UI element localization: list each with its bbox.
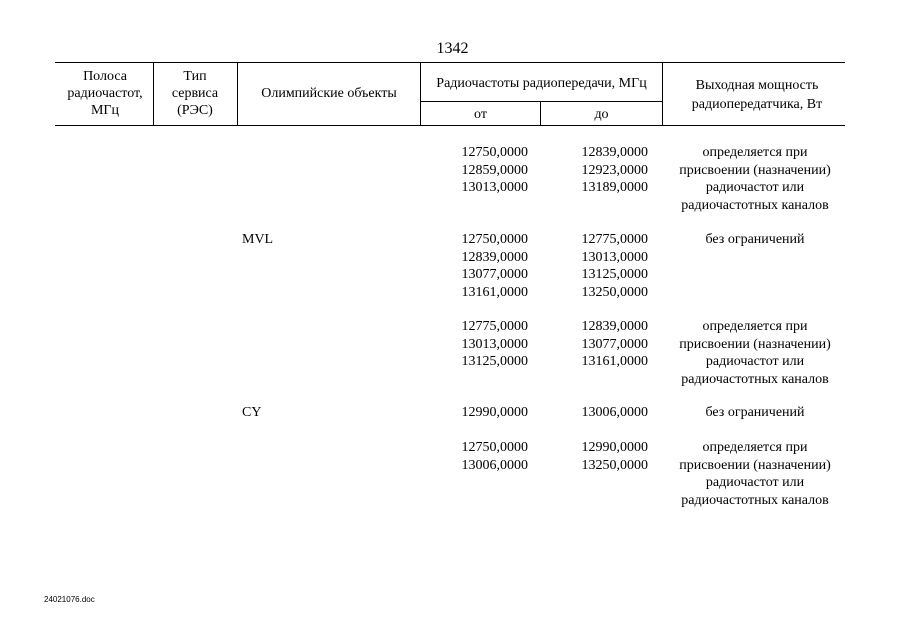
freq-to: 12839,0000 — [581, 145, 648, 160]
freq-from: 12990,0000 — [461, 405, 528, 420]
freq-from: 12750,0000 — [461, 232, 528, 247]
freq-from: 13125,0000 — [461, 354, 528, 369]
freq-header-divider — [420, 101, 662, 102]
column-divider-1 — [153, 62, 154, 125]
freq-to: 13250,0000 — [581, 457, 648, 473]
table-header-bottom-border — [55, 125, 845, 126]
power-text: присвоении (назначении) — [679, 162, 831, 178]
freq-to: 12923,0000 — [581, 162, 648, 178]
freq-from: 12839,0000 — [461, 249, 528, 265]
power-text: радиочастотных каналов — [681, 371, 829, 387]
power-text: радиочастотных каналов — [681, 492, 829, 508]
power-text: определяется при — [702, 440, 808, 455]
power-text: присвоении (назначении) — [679, 336, 831, 352]
power-text: присвоении (назначении) — [679, 457, 831, 473]
freq-to: 13250,0000 — [581, 284, 648, 300]
power-text: без ограничений — [705, 232, 805, 247]
power-text: определяется при — [702, 319, 808, 334]
power-text: радиочастот или — [705, 180, 805, 195]
table-top-border — [55, 62, 845, 63]
document-filename: 24021076.doc — [44, 595, 95, 604]
column-divider-5 — [662, 62, 663, 125]
freq-from: 13006,0000 — [461, 457, 528, 473]
object-name: MVL — [242, 232, 274, 247]
header-objects: Олимпийские объекты — [261, 86, 397, 101]
freq-from: 12750,0000 — [461, 440, 528, 455]
power-text: радиочастот или — [705, 475, 805, 490]
freq-to: 12990,0000 — [581, 440, 648, 455]
freq-to: 12839,0000 — [581, 319, 648, 334]
freq-from: 12775,0000 — [461, 319, 528, 334]
freq-from: 13013,0000 — [461, 180, 528, 195]
power-text: определяется при — [702, 145, 808, 160]
freq-to: 13161,0000 — [581, 354, 648, 369]
freq-to: 13077,0000 — [581, 336, 648, 352]
freq-from: 12750,0000 — [461, 145, 528, 160]
power-text: без ограничений — [705, 405, 805, 420]
freq-from: 13013,0000 — [461, 336, 528, 352]
freq-to: 12775,0000 — [581, 232, 648, 247]
freq-from: 12859,0000 — [461, 162, 528, 178]
power-text: радиочастотных каналов — [681, 197, 829, 213]
header-service: Тип сервиса (РЭС) — [171, 69, 219, 118]
freq-to: 13013,0000 — [581, 249, 648, 265]
header-to: до — [594, 107, 609, 122]
power-text: радиочастот или — [705, 354, 805, 369]
freq-to: 13125,0000 — [581, 267, 648, 282]
header-from: от — [474, 107, 487, 122]
header-band: Полоса радиочастот, МГц — [67, 69, 143, 118]
freq-to: 13189,0000 — [581, 180, 648, 195]
header-power: Выходная мощность радиопередатчика, Вт — [691, 78, 823, 112]
object-name: CY — [242, 405, 262, 420]
freq-from: 13161,0000 — [461, 284, 528, 300]
page-number: 1342 — [436, 40, 469, 57]
freq-from: 13077,0000 — [461, 267, 528, 282]
header-freq: Радиочастоты радиопередачи, МГц — [436, 76, 647, 91]
freq-to: 13006,0000 — [581, 405, 648, 420]
